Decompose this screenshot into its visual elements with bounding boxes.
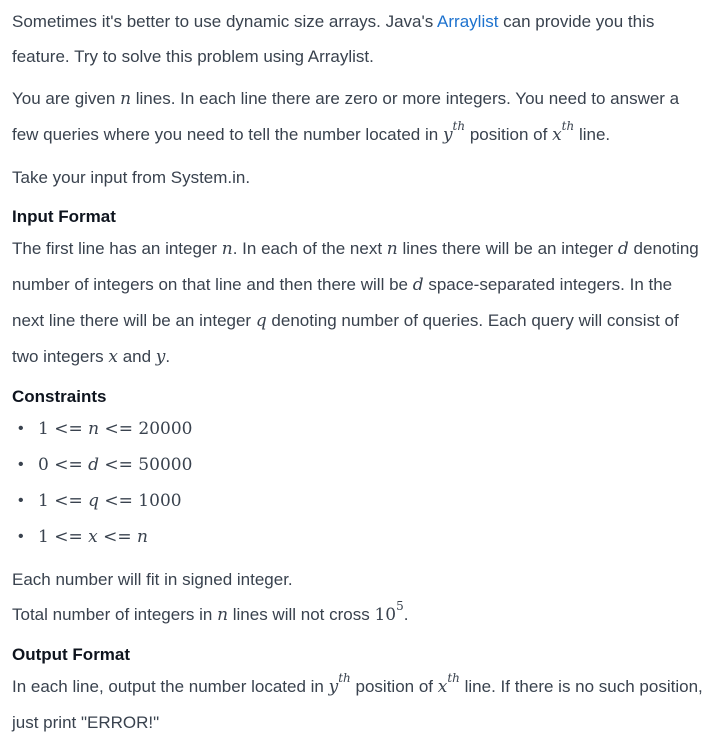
output-text: line. If there is no such position, just print "ERROR!" — [12, 677, 703, 732]
input-text: The first line has an integer — [12, 239, 222, 258]
constraint-item — [18, 447, 704, 483]
constraint-text: <= — [97, 527, 138, 547]
math-th: th — [338, 671, 351, 686]
input-text: denoting number of integers on that line and then there will be — [12, 239, 699, 294]
total-paragraph — [12, 597, 704, 633]
math-x: x — [108, 347, 118, 367]
given-text-4: line. — [574, 125, 611, 144]
input-text: space-separated integers. In the next line there will be an integer — [12, 275, 673, 330]
input-text: and — [117, 347, 156, 366]
bullet-icon: • — [18, 492, 24, 509]
stdin-paragraph: Take your input from System.in. — [12, 168, 251, 187]
math-x: x — [88, 527, 98, 547]
given-text: You are given — [12, 89, 121, 108]
constraint-text: <= 50000 — [99, 455, 193, 475]
intro-text: Sometimes it's better to use dynamic size arrays. Java's — [12, 12, 438, 31]
math-th: th — [561, 119, 575, 134]
math-d: d — [88, 455, 100, 475]
math-y: y — [328, 677, 339, 697]
constraint-item — [18, 411, 704, 447]
constraint-item — [18, 483, 704, 519]
total-text: lines will not cross — [228, 605, 375, 624]
input-text: denoting number of queries. Each query will consist of two integers — [12, 311, 679, 366]
input-format-heading: Input Format — [12, 207, 116, 226]
input-text: . — [165, 347, 171, 366]
input-text: lines there will be an integer — [397, 239, 618, 258]
math-exponent: 5 — [396, 599, 404, 614]
arraylist-link[interactable]: Arraylist — [437, 12, 499, 31]
constraints-heading: Constraints — [12, 387, 107, 406]
input-text: . In each of the next — [232, 239, 387, 258]
math-y: y — [155, 347, 166, 367]
math-q: q — [255, 311, 267, 331]
output-text: position of — [350, 677, 438, 696]
math-th: th — [452, 119, 466, 134]
constraint-text: 1 <= — [38, 419, 89, 439]
math-n: n — [137, 527, 148, 547]
given-text-3: position of — [465, 125, 553, 144]
constraints-list — [12, 411, 704, 555]
total-text: . — [403, 605, 409, 624]
math-n: n — [221, 239, 233, 259]
input-format-paragraph — [12, 231, 704, 375]
math-x: x — [437, 677, 448, 697]
bullet-icon: • — [18, 420, 24, 437]
math-d: d — [617, 239, 629, 259]
math-x: x — [552, 125, 562, 145]
bullet-icon: • — [18, 456, 24, 473]
bullet-icon: • — [18, 528, 24, 545]
math-d: d — [412, 275, 424, 295]
math-n: n — [88, 419, 100, 439]
math-n: n — [386, 239, 398, 259]
math-th: th — [447, 671, 460, 686]
math-base: 10 — [374, 605, 397, 625]
given-text-2: lines. In each line there are zero or more integers. You need to answer a few queries where you need to tell the number located in — [12, 89, 680, 144]
given-paragraph — [12, 81, 704, 153]
constraint-text: 1 <= — [38, 491, 89, 511]
math-n: n — [120, 89, 132, 109]
intro-paragraph — [12, 4, 704, 74]
constraint-text: 1 <= — [38, 527, 89, 547]
constraint-text: <= 20000 — [99, 419, 193, 439]
fit-paragraph: Each number will fit in signed integer. — [12, 570, 293, 589]
math-q: q — [88, 491, 100, 511]
output-text: In each line, output the number located in — [12, 677, 329, 696]
math-n: n — [217, 605, 229, 625]
constraint-item — [18, 519, 704, 555]
constraint-text: <= 1000 — [99, 491, 182, 511]
intro-text-2: can provide you this feature. Try to solve this problem using Arraylist. — [12, 12, 655, 66]
output-format-paragraph — [12, 669, 704, 740]
math-y: y — [442, 125, 453, 145]
output-format-heading: Output Format — [12, 645, 131, 664]
total-text: Total number of integers in — [12, 605, 218, 624]
constraint-text: 0 <= — [38, 455, 89, 475]
